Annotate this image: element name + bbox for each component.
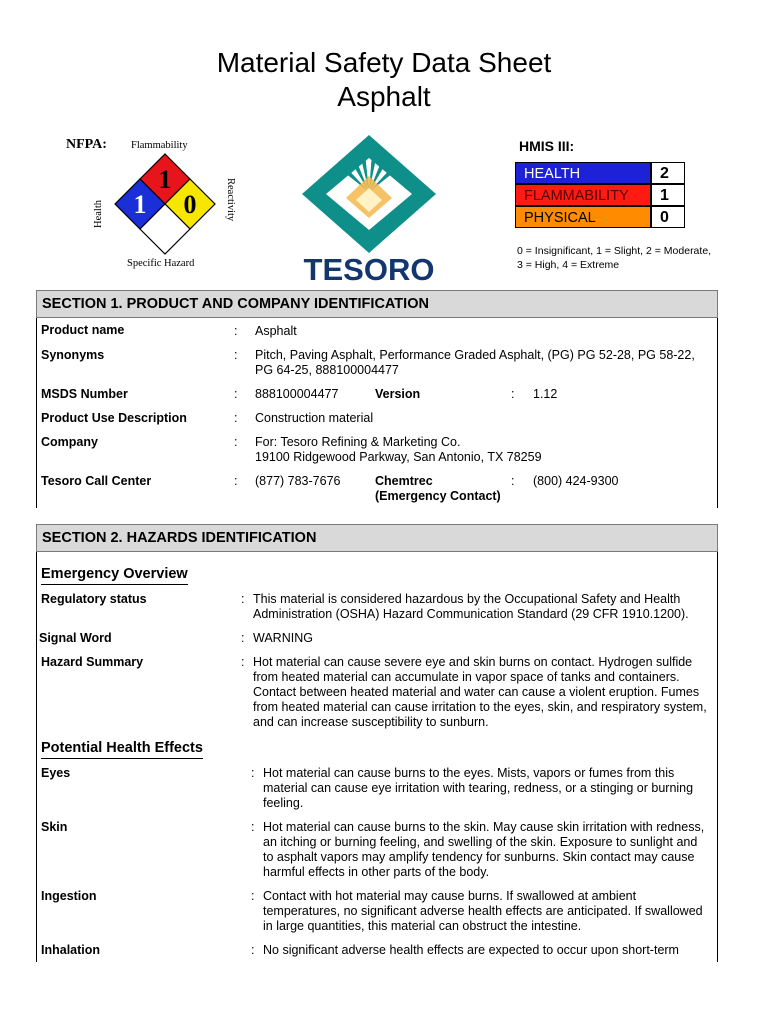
colon: : (234, 348, 238, 362)
msds-number-value: 888100004477 (255, 387, 339, 401)
product-name-value: Asphalt (255, 324, 297, 338)
hazard-line: from heated material can cause irritation to the eyes, skin, and respiratory system, (253, 700, 707, 714)
product-use-label: Product Use Description (41, 411, 187, 425)
regulatory-line-1: This material is considered hazardous by the Occupational Safety and Health (253, 592, 681, 606)
section2-left-border (36, 552, 37, 962)
chemtrec-value: (800) 424-9300 (533, 474, 619, 488)
colon: : (511, 387, 515, 401)
nfpa-label: NFPA: (66, 137, 107, 152)
section1-left-border (36, 318, 37, 508)
eyes-line: material can cause eye irritation with tearing, redness, or a stinging or burning (263, 781, 694, 795)
colon: : (241, 592, 245, 606)
hmis-legend-1: 0 = Insignificant, 1 = Slight, 2 = Moderate, (517, 245, 712, 257)
hmis-flammability-value: 1 (651, 184, 685, 206)
skin-line: harmful effects in other parts of the body. (263, 865, 490, 879)
colon: : (241, 655, 245, 669)
regulatory-status-label: Regulatory status (41, 592, 147, 606)
colon: : (511, 474, 515, 488)
skin-line: to asphalt vapors may amplify tendency for sunburns. Skin contact may cause (263, 850, 695, 864)
product-use-value: Construction material (255, 411, 374, 425)
signal-word-label: Signal Word (39, 631, 112, 645)
colon: : (234, 411, 238, 425)
synonyms-label: Synonyms (41, 348, 105, 362)
nfpa-diamond (110, 150, 220, 260)
hazard-line: and can increase susceptibility to sunburn. (253, 715, 489, 729)
msds-number-label: MSDS Number (41, 387, 128, 401)
skin-label: Skin (41, 820, 68, 834)
call-center-value: (877) 783-7676 (255, 474, 341, 488)
hmis-table (515, 162, 685, 228)
company-label: Company (41, 435, 98, 449)
hmis-legend-2: 3 = High, 4 = Extreme (517, 259, 620, 271)
inhalation-line: No significant adverse health effects are expected to occur upon short-term (263, 943, 679, 957)
company-line-2: 19100 Ridgewood Parkway, San Antonio, TX 78259 (255, 450, 542, 464)
colon: : (241, 631, 245, 645)
skin-line: an itching or burning feeling, and swelling of the skin. Exposure to sunlight and (263, 835, 698, 849)
colon: : (234, 324, 238, 338)
chemtrec-label: Chemtrec (375, 474, 433, 488)
ingestion-line: in large quantities, this material can obstruct the intestine. (263, 919, 582, 933)
ingestion-line: Contact with hot material may cause burns. If swallowed at ambient (263, 889, 637, 903)
colon: : (234, 435, 238, 449)
regulatory-line-2: Administration (OSHA) Hazard Communication Standard (29 CFR 1910.1200). (253, 607, 689, 621)
signal-word-value: WARNING (253, 631, 313, 645)
colon: : (251, 820, 255, 834)
nfpa-reactivity-value: 0 (183, 190, 197, 219)
skin-line: Hot material can cause burns to the skin. May cause skin irritation with redness, (263, 820, 705, 834)
eyes-label: Eyes (41, 766, 71, 780)
logo-wordmark: TESORO (303, 252, 435, 282)
colon: : (234, 387, 238, 401)
nfpa-specific-label: Specific Hazard (127, 258, 195, 269)
inhalation-label: Inhalation (41, 943, 101, 957)
hazard-summary-label: Hazard Summary (41, 655, 144, 669)
eyes-line: Hot material can cause burns to the eyes. Mists, vapors or fumes from this (263, 766, 675, 780)
chemtrec-sublabel: (Emergency Contact) (375, 489, 501, 503)
eyes-line: feeling. (263, 796, 304, 810)
ingestion-label: Ingestion (41, 889, 97, 903)
section2-header: SECTION 2. HAZARDS IDENTIFICATION (36, 524, 718, 552)
nfpa-reactivity-label: Reactivity (225, 178, 236, 222)
nfpa-health-label: Health (93, 200, 104, 228)
product-name-label: Product name (41, 323, 125, 337)
document-subtitle: Asphalt (337, 81, 431, 112)
hazard-line: Hot material can cause severe eye and skin burns on contact. Hydrogen sulfide (253, 655, 693, 669)
company-line-1: For: Tesoro Refining & Marketing Co. (255, 435, 461, 449)
colon: : (234, 474, 238, 488)
tesoro-logo-icon (294, 132, 444, 282)
hmis-title: HMIS III: (519, 138, 575, 154)
hmis-physical-value: 0 (651, 206, 685, 228)
nfpa-flammability-label: Flammability (131, 140, 188, 151)
section1-header: SECTION 1. PRODUCT AND COMPANY IDENTIFICATION (36, 290, 718, 318)
potential-health-effects-heading: Potential Health Effects (41, 739, 203, 759)
hmis-flammability-label: FLAMMABILITY (515, 184, 651, 206)
hmis-health-value: 2 (651, 162, 685, 184)
colon: : (251, 889, 255, 903)
synonyms-line-1: Pitch, Paving Asphalt, Performance Graded Asphalt, (PG) PG 52-28, PG 58-22, (255, 348, 695, 362)
hazard-line: Contact between heated material and water can cause a violent eruption. Fumes (253, 685, 700, 699)
version-value: 1.12 (533, 387, 558, 401)
hmis-physical-label: PHYSICAL (515, 206, 651, 228)
hmis-health-label: HEALTH (515, 162, 651, 184)
version-label: Version (375, 387, 421, 401)
nfpa-flammability-value: 1 (158, 165, 172, 194)
section2-right-border (717, 552, 718, 962)
section1-right-border (717, 318, 718, 508)
document-title: Material Safety Data Sheet (216, 47, 552, 78)
synonyms-line-2: PG 64-25, 888100004477 (255, 363, 399, 377)
colon: : (251, 943, 255, 957)
hazard-line: from heated material can accumulate in vapor space of tanks and containers. (253, 670, 680, 684)
colon: : (251, 766, 255, 780)
call-center-label: Tesoro Call Center (41, 474, 152, 488)
emergency-overview-heading: Emergency Overview (41, 565, 188, 585)
ingestion-line: temperatures, no significant adverse health effects are anticipated. If swallowed (263, 904, 703, 918)
nfpa-health-value: 1 (133, 190, 147, 219)
